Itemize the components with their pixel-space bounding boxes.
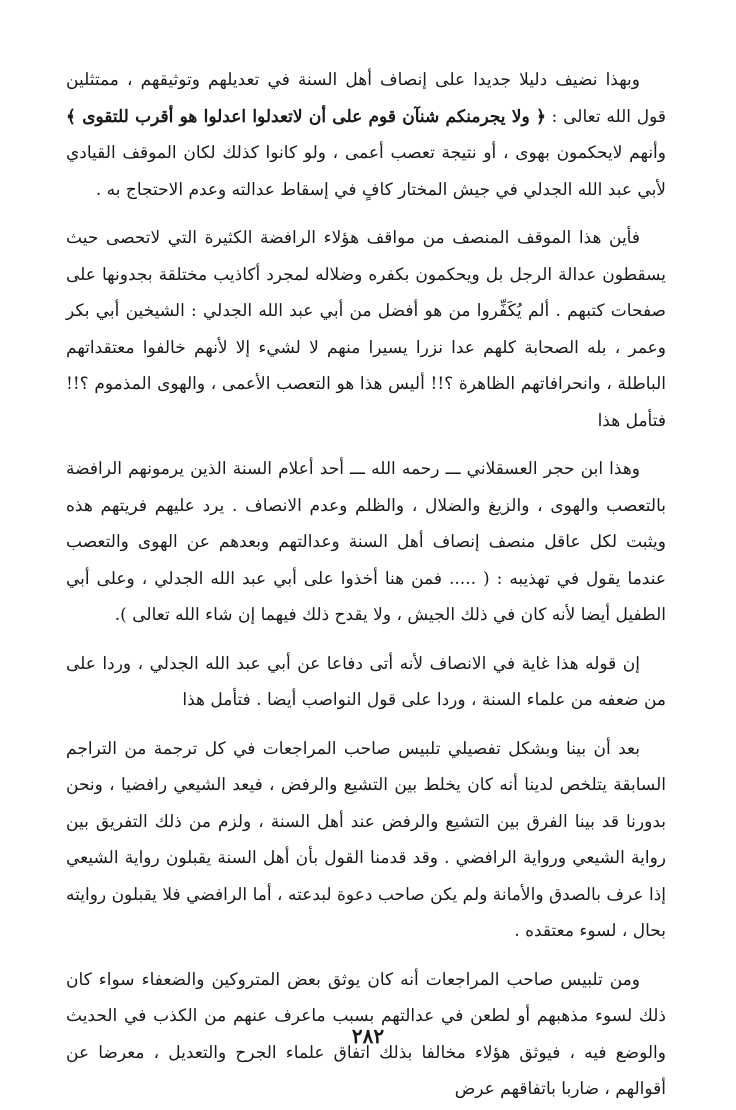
paragraph-5: بعد أن بينا وبشكل تفصيلي تلبيس صاحب المراجعات في كل ترجمة من التراجم السابقة يتلخص لدينا أنه كان يخلط بين التشيع والرفض ، فيعد الشيعي رافضيا ، ونحن بدورنا قد بينا الفرق بين التشيع والرفض عند أهل السنة ، ولزم من ذلك التفريق بين رواية الشيعي ورواية الرافضي . وقد قدمنا القول بأن أهل السنة يقبلون رواية الشيعي إذا عرف بالصدق والأمانة ولم يكن صاحب دعوة لبدعته ، أما الرافضي فلا يقبلون روايته بحال ، لسوء معتقده . xyxy=(66,738,666,941)
paragraph-1-after: وأنهم لايحكمون بهوى ، أو نتيجة تعصب أعمى ، ولو كانوا كذلك لكان الموقف القيادي لأبي عبد الله الجدلي في جيش المختار كافٍ في إسقاط عدالته وعدم الاحتجاج به . xyxy=(66,143,666,200)
paragraph-4: إن قوله هذا غاية في الانصاف لأنه أتى دفاعا عن أبي عبد الله الجدلي ، وردا على من ضعفه من علماء السنة ، وردا على قول النواصب أيضا . فتأمل هذا xyxy=(66,653,666,710)
page-number: ٢٨٢ xyxy=(351,1024,385,1048)
paragraph-6: ومن تلبيس صاحب المراجعات أنه كان يوثق بعض المتروكين والضعفاء سواء كان ذلك لسوء مذهبهم أو لطعن في عدالتهم بسبب ماعرف عنهم من الكذب في الحديث والوضع فيه ، فيوثق هؤلاء مخالفا بذلك اتفاق علماء الجرح والتعديل ، معرضا عن أقوالهم ، ضاربا باتفاقهم عرض xyxy=(66,969,666,1099)
page-body xyxy=(66,62,666,1108)
paragraph-1 xyxy=(66,62,666,208)
quran-verse: ﴿ ولا يجرمنكم شنآن قوم على أن لاتعدلوا اعدلوا هو أقرب للتقوى ﴾ xyxy=(66,106,546,127)
paragraph-3: وهذا ابن حجر العسقلاني ـــ رحمه الله ـــ أحد أعلام السنة الذين يرمونهم الرافضة بالتعصب والهوى ، والزيغ والضلال ، والظلم وعدم الانصاف . يرد عليهم فريتهم هذه ويثبت لكل عاقل منصف إنصاف أهل السنة وعدالتهم وبعدهم عن الهوى والتعصب عندما يقول في تهذيبه : ( ..... فمن هنا أخذوا على أبي عبد الله الجدلي ، وعلى أبي الطفيل أيضا لأنه كان في ذلك الجيش ، ولا يقدح ذلك فيهما إن شاء الله تعالى ). xyxy=(66,459,666,625)
paragraph-1-before: وبهذا نضيف دليلا جديدا على إنصاف أهل السنة في تعديلهم وتوثيقهم ، ممتثلين قول الله تعالى : xyxy=(66,70,666,127)
paragraph-2: فأين هذا الموقف المنصف من مواقف هؤلاء الرافضة الكثيرة التي لاتحصى حيث يسقطون عدالة الرجل بل ويحكمون بكفره وضلاله لمجرد أكاذيب مختلقة بجدونها على صفحات كتبهم . ألم يُكَفِّروا من هو أفضل من أبي عبد الله الجدلي : الشيخين أبي بكر وعمر ، بله الصحابة كلهم عدا نزرا يسيرا منهم لا لشيء إلا لأنهم خالفوا معتقداتهم الباطلة ، وانحرافاتهم الظاهرة ؟!! أليس هذا هو التعصب الأعمى ، والهوى المذموم ؟!! فتأمل هذا xyxy=(66,228,666,431)
